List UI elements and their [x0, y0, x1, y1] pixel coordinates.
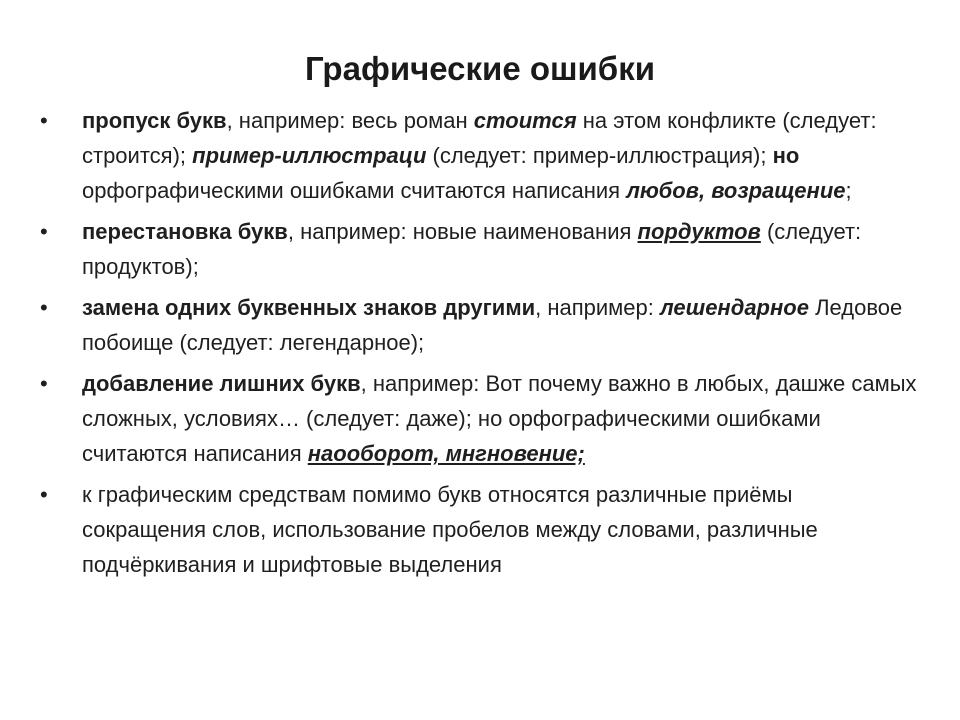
error-type-term: замена одних буквенных знаков другими: [82, 295, 536, 320]
bullet-icon: •: [40, 482, 48, 507]
bullet-icon: •: [40, 295, 48, 320]
example-word: наооборот, мнгновение;: [307, 441, 585, 466]
item-text: (следует: продуктов);: [82, 219, 862, 279]
item-text: , например:: [535, 295, 660, 320]
example-word: лешендарное: [660, 295, 809, 320]
item-text: , например: Вот почему важно в любых, дашже самых сложных, условиях… (следует: даже); но орфографическими ошибками считаются написания: [82, 371, 917, 466]
list-item: [40, 366, 920, 471]
bullet-icon: •: [40, 108, 48, 133]
list-item: [40, 477, 920, 582]
slide-title: Графические ошибки: [304, 50, 655, 87]
item-text: (следует: пример-иллюстрация);: [426, 143, 773, 168]
emphasis-word: но: [772, 143, 800, 168]
example-word: любов, возращение: [626, 178, 846, 203]
error-type-term: добавление лишних букв: [82, 371, 361, 396]
item-text: ;: [845, 178, 852, 203]
bullet-icon: •: [40, 371, 48, 396]
bullet-icon: •: [40, 219, 48, 244]
example-word: стоится: [473, 108, 577, 133]
list-item: [40, 103, 920, 208]
item-text: к графическим средствам помимо букв относятся различные приёмы сокращения слов, использование пробелов между словами, различные подчёркивания и шрифтовые выделения: [82, 482, 818, 577]
item-text: , например: новые наименования: [287, 219, 638, 244]
example-word: пример-иллюстраци: [192, 143, 427, 168]
item-text: , например: весь роман: [226, 108, 474, 133]
item-text: на этом конфликте (следует: строится);: [82, 108, 877, 168]
item-text: Ледовое побоище (следует: легендарное);: [82, 295, 903, 355]
item-text: орфографическими ошибками считаются написания: [82, 178, 627, 203]
bullet-list: [40, 103, 920, 588]
list-item: [40, 214, 920, 284]
error-type-term: пропуск букв: [82, 108, 227, 133]
error-type-term: перестановка букв: [82, 219, 288, 244]
list-item: [40, 290, 920, 360]
example-word: пордуктов: [637, 219, 761, 244]
